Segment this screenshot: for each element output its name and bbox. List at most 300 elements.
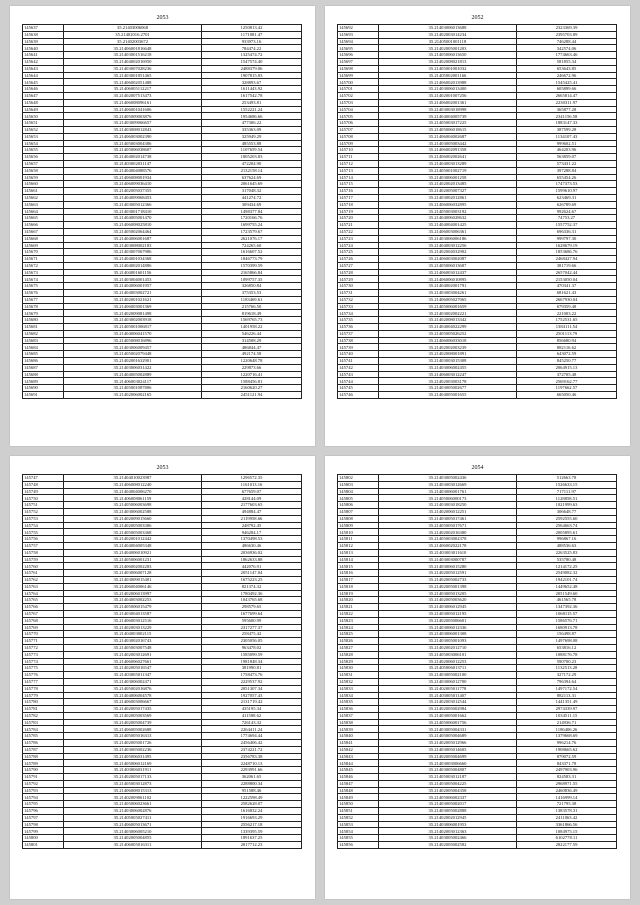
- value-cell: 535780.48: [517, 556, 617, 563]
- value-cell: 381719.66: [517, 262, 617, 269]
- code-cell: 35.21406003012437: [379, 269, 517, 276]
- table-row: [338, 351, 617, 358]
- code-cell: 35.21404004001425: [379, 222, 517, 229]
- id-cell: 145727: [338, 262, 379, 269]
- value-cell: 248792.45: [202, 522, 302, 529]
- value-cell: 1557752.37: [517, 222, 617, 229]
- table-row: [338, 672, 617, 679]
- code-cell: 35.21403009066657: [64, 120, 202, 127]
- id-cell: 145851: [338, 808, 379, 815]
- code-cell: 35.21403003004261: [379, 290, 517, 297]
- code-cell: 35.21402008021813: [379, 58, 517, 65]
- code-cell: 35.21404006004578: [64, 692, 202, 699]
- id-cell: 145680: [23, 317, 64, 324]
- value-cell: 1720166.76: [202, 215, 302, 222]
- code-cell: 35.21402001021621: [64, 296, 202, 303]
- table-row: [338, 392, 617, 399]
- table-row: [23, 310, 302, 317]
- table-row: [23, 120, 302, 127]
- table-row: [338, 371, 617, 378]
- code-cell: 35.21405002079448: [64, 351, 202, 358]
- table-row: [338, 181, 617, 188]
- value-cell: 1325474.72: [202, 52, 302, 59]
- value-cell: 442076.91: [202, 563, 302, 570]
- id-cell: 145679: [23, 310, 64, 317]
- id-cell: 145855: [338, 835, 379, 842]
- code-cell: 35.21405006023661: [64, 801, 202, 808]
- id-cell: 145713: [338, 167, 379, 174]
- code-cell: 35.21403009015401: [64, 576, 202, 583]
- code-cell: 35.21403005012195: [379, 610, 517, 617]
- value-cell: 2665814.47: [517, 92, 617, 99]
- id-cell: 145704: [338, 106, 379, 113]
- value-cell: 326850.84: [202, 283, 302, 290]
- table-row: [23, 576, 302, 583]
- id-cell: 145691: [23, 392, 64, 399]
- id-cell: 145739: [338, 344, 379, 351]
- table-row: [23, 31, 302, 38]
- table-row: [23, 624, 302, 631]
- code-cell: 35.21404010023987: [64, 475, 202, 482]
- id-cell: 145822: [338, 610, 379, 617]
- value-cell: 1552221.24: [202, 106, 302, 113]
- table-row: [23, 685, 302, 692]
- code-cell: 35.21402007513473: [64, 92, 202, 99]
- code-cell: 35.21405003006101: [379, 651, 517, 658]
- code-cell: 35.21403006001953: [379, 821, 517, 828]
- id-cell: 145823: [338, 617, 379, 624]
- table-row: [338, 801, 617, 808]
- value-cell: 2488379.06: [202, 65, 302, 72]
- table-row: [338, 658, 617, 665]
- value-cell: 1128858.51: [517, 495, 617, 502]
- value-cell: 494884.47: [202, 508, 302, 515]
- value-cell: 221003.22: [517, 310, 617, 317]
- id-cell: 145716: [338, 188, 379, 195]
- id-cell: 145682: [23, 330, 64, 337]
- code-cell: 35.21404004022299: [379, 324, 517, 331]
- table-row: [23, 719, 302, 726]
- id-cell: 145734: [338, 310, 379, 317]
- table-row: [338, 746, 617, 753]
- value-cell: 477306.22: [202, 120, 302, 127]
- id-cell: 145770: [23, 631, 64, 638]
- code-cell: 35.21403006031911: [64, 767, 202, 774]
- code-cell: 35.21402005006601: [379, 617, 517, 624]
- table-row: [23, 842, 302, 849]
- table-row: [23, 58, 302, 65]
- table-row: [23, 631, 302, 638]
- value-cell: 1780492.36: [202, 590, 302, 597]
- table-row: [23, 147, 302, 154]
- id-cell: 145778: [23, 685, 64, 692]
- code-cell: 35.21402008001891: [379, 351, 517, 358]
- table-row: [338, 570, 617, 577]
- id-cell: 145703: [338, 99, 379, 106]
- code-cell: 35.21406002013988: [379, 79, 517, 86]
- value-cell: 214936.71: [517, 719, 617, 726]
- id-cell: 145784: [23, 726, 64, 733]
- id-cell: 145826: [338, 638, 379, 645]
- id-cell: 145808: [338, 515, 379, 522]
- value-cell: 2064915.13: [517, 364, 617, 371]
- code-cell: 35.21402005017435: [64, 706, 202, 713]
- table-row: [338, 283, 617, 290]
- code-cell: 35.21403005011347: [64, 672, 202, 679]
- value-cell: 2582628.07: [202, 801, 302, 808]
- table-row: [23, 378, 302, 385]
- table-row: [338, 522, 617, 529]
- code-cell: 35.21405003007548: [64, 644, 202, 651]
- value-cell: 721795.38: [517, 801, 617, 808]
- table-row: [338, 828, 617, 835]
- code-cell: 35.21404004006270: [64, 488, 202, 495]
- table-row: [23, 774, 302, 781]
- table-row: [338, 610, 617, 617]
- id-cell: 145845: [338, 767, 379, 774]
- code-cell: 35.21402005003569: [64, 712, 202, 719]
- id-cell: 145655: [23, 147, 64, 154]
- code-cell: 35.21406003006667: [64, 699, 202, 706]
- value-cell: 1545425.41: [517, 79, 617, 86]
- id-cell: 145837: [338, 712, 379, 719]
- table-row: [23, 296, 302, 303]
- code-cell: 35.21402003012691: [64, 651, 202, 658]
- value-cell: 1723579.67: [202, 228, 302, 235]
- table-row: [23, 563, 302, 570]
- table-row: [23, 99, 302, 106]
- code-cell: 35.21405006015479: [64, 604, 202, 611]
- code-cell: 35.21405006038607: [64, 147, 202, 154]
- table-row: [338, 842, 617, 849]
- id-cell: 145732: [338, 296, 379, 303]
- id-cell: 145802: [338, 475, 379, 482]
- id-cell: 145718: [338, 201, 379, 208]
- value-cell: 2230311.97: [517, 99, 617, 106]
- value-cell: 1675223.25: [202, 576, 302, 583]
- code-cell: 35.21406001816648: [64, 45, 202, 52]
- code-cell: 35.21405001001032: [379, 65, 517, 72]
- code-cell: 35.21402009015660: [64, 515, 202, 522]
- value-cell: 215766.50: [202, 303, 302, 310]
- id-cell: 145815: [338, 563, 379, 570]
- id-cell: 145671: [23, 256, 64, 263]
- value-cell: 2165866.84: [202, 269, 302, 276]
- table-row: [338, 774, 617, 781]
- value-cell: 2451121.94: [202, 392, 302, 399]
- id-cell: 145744: [338, 378, 379, 385]
- table-row: [23, 801, 302, 808]
- table-row: [23, 113, 302, 120]
- code-cell: 35.21403003006660: [379, 760, 517, 767]
- table-row: [23, 808, 302, 815]
- id-cell: 145762: [23, 576, 64, 583]
- code-cell: 35.21403005004331: [379, 726, 517, 733]
- value-cell: 258475.42: [202, 631, 302, 638]
- code-cell: 35.21404006001957: [64, 283, 202, 290]
- table-row: [23, 617, 302, 624]
- value-cell: 2501113.79: [517, 330, 617, 337]
- code-cell: 35.21404001034368: [64, 256, 202, 263]
- id-cell: 145721: [338, 222, 379, 229]
- table-row: [338, 481, 617, 488]
- code-cell: 35.21406006010895: [379, 276, 517, 283]
- code-cell: 35.21406009036410: [64, 181, 202, 188]
- code-cell: 35.21403003018250: [379, 502, 517, 509]
- value-cell: 2817712.23: [202, 842, 302, 849]
- table-row: [338, 583, 617, 590]
- table-row: [338, 576, 617, 583]
- code-cell: 35.21403003015308: [379, 358, 517, 365]
- code-cell: 35.21402003012544: [379, 699, 517, 706]
- code-cell: 35.21402005004699: [379, 753, 517, 760]
- code-cell: 35.21402005017133: [64, 774, 202, 781]
- id-cell: 145772: [23, 644, 64, 651]
- value-cell: 464203.96: [517, 147, 617, 154]
- code-cell: 35.21402003014234: [379, 31, 517, 38]
- value-cell: 637624.69: [202, 174, 302, 181]
- value-cell: 2160620.27: [202, 385, 302, 392]
- id-cell: 145729: [338, 276, 379, 283]
- table-row: [338, 495, 617, 502]
- id-cell: 145774: [23, 658, 64, 665]
- code-cell: 35.21403005013205: [379, 590, 517, 597]
- value-cell: 2621076.17: [202, 235, 302, 242]
- value-cell: 1132513.28: [517, 665, 617, 672]
- id-cell: 145767: [23, 610, 64, 617]
- value-cell: 1339395.59: [202, 828, 302, 835]
- table-row: [338, 475, 617, 482]
- id-cell: 145843: [338, 753, 379, 760]
- data-table: [337, 24, 617, 399]
- id-cell: 145828: [338, 651, 379, 658]
- value-cell: 655454.26: [517, 174, 617, 181]
- code-cell: 35.21404003002721: [64, 290, 202, 297]
- value-cell: 2822177.59: [517, 842, 617, 849]
- table-row: [23, 337, 302, 344]
- value-cell: 1497698.08: [517, 638, 617, 645]
- value-cell: 573431.22: [517, 160, 617, 167]
- table-row: [338, 624, 617, 631]
- table-row: [23, 181, 302, 188]
- value-cell: 1570399.59: [202, 262, 302, 269]
- id-cell: 145711: [338, 154, 379, 161]
- value-cell: 1186406.26: [517, 726, 617, 733]
- code-cell: 35.21402006012251: [379, 508, 517, 515]
- id-cell: 145768: [23, 617, 64, 624]
- id-cell: 145643: [23, 65, 64, 72]
- id-cell: 145695: [338, 45, 379, 52]
- table-row: [23, 45, 302, 52]
- page-title: 2053: [156, 465, 169, 471]
- code-cell: 35.21403005017461: [379, 515, 517, 522]
- code-cell: 35.21404006041570: [64, 330, 202, 337]
- id-cell: 145781: [23, 706, 64, 713]
- value-cell: 435195.34: [202, 706, 302, 713]
- page-title: 2053: [156, 15, 169, 21]
- code-cell: 35.21405006018615: [379, 126, 517, 133]
- table-row: [338, 310, 617, 317]
- table-row: [338, 228, 617, 235]
- value-cell: 653816.12: [517, 644, 617, 651]
- value-cell: 992624.67: [517, 208, 617, 215]
- code-cell: 35.21403005002466: [379, 835, 517, 842]
- table-row: [338, 99, 617, 106]
- id-cell: 145790: [23, 767, 64, 774]
- code-cell: 35.21406003002087: [379, 256, 517, 263]
- table-row: [23, 344, 302, 351]
- value-cell: 2395703.89: [517, 31, 617, 38]
- id-cell: 145849: [338, 794, 379, 801]
- value-cell: 1401958.22: [202, 324, 302, 331]
- code-cell: 35.21406001041606: [64, 106, 202, 113]
- value-cell: 488536.63: [517, 542, 617, 549]
- value-cell: 492174.58: [202, 351, 302, 358]
- id-cell: 145667: [23, 228, 64, 235]
- value-cell: 626789.69: [517, 201, 617, 208]
- id-cell: 145697: [338, 58, 379, 65]
- code-cell: 35.21405006003698: [64, 502, 202, 509]
- value-cell: 1498377.84: [202, 208, 302, 215]
- id-cell: 145816: [338, 570, 379, 577]
- id-cell: 145794: [23, 794, 64, 801]
- code-cell: 35.21404004088576: [64, 167, 202, 174]
- code-cell: 35.21402005002582: [379, 842, 517, 849]
- id-cell: 145747: [23, 475, 64, 482]
- code-cell: 35.21404001601156: [64, 269, 202, 276]
- table-row: [338, 194, 617, 201]
- table-row: [338, 290, 617, 297]
- id-cell: 145685: [23, 351, 64, 358]
- code-cell: 35.21406008096161: [64, 99, 202, 106]
- code-cell: 35.21402005002733: [379, 576, 517, 583]
- value-cell: 605899.66: [517, 86, 617, 93]
- value-cell: 933973.16: [202, 38, 302, 45]
- code-cell: 35.21405006000173: [379, 495, 517, 502]
- id-cell: 145663: [23, 201, 64, 208]
- id-cell: 145821: [338, 604, 379, 611]
- table-row: [23, 92, 302, 99]
- id-cell: 145795: [23, 801, 64, 808]
- value-cell: 2323369.39: [517, 25, 617, 32]
- table-row: [338, 58, 617, 65]
- id-cell: 145810: [338, 529, 379, 536]
- table-row: [23, 276, 302, 283]
- code-cell: 35.21405002016876: [64, 685, 202, 692]
- table-row: [23, 583, 302, 590]
- value-cell: 546226.44: [202, 330, 302, 337]
- table-row: [338, 167, 617, 174]
- value-cell: 1222598.49: [202, 794, 302, 801]
- table-row: [338, 358, 617, 365]
- value-cell: 2356783.38: [202, 753, 302, 760]
- value-cell: 1068115.57: [517, 610, 617, 617]
- code-cell: 35.21404005001470: [64, 215, 202, 222]
- code-cell: 35.21405005004689: [379, 733, 517, 740]
- code-cell: 35.21406005016311: [64, 842, 202, 849]
- id-cell: 145638: [23, 31, 64, 38]
- value-cell: 999602.51: [517, 140, 617, 147]
- table-row: [338, 712, 617, 719]
- id-cell: 145642: [23, 58, 64, 65]
- table-row: [338, 174, 617, 181]
- id-cell: 145728: [338, 269, 379, 276]
- table-row: [23, 733, 302, 740]
- code-cell: 35.21402005001203: [379, 45, 517, 52]
- id-cell: 145740: [338, 351, 379, 358]
- id-cell: 145705: [338, 113, 379, 120]
- id-cell: 145803: [338, 481, 379, 488]
- id-cell: 145637: [23, 25, 64, 32]
- code-cell: 35.21404006028632: [379, 215, 517, 222]
- code-cell: 35.21405006013687: [379, 262, 517, 269]
- value-cell: 1547574.40: [202, 58, 302, 65]
- table-row: [338, 385, 617, 392]
- code-cell: 35.21403002016743: [64, 638, 202, 645]
- code-cell: 35.21403006009457: [64, 344, 202, 351]
- id-cell: 145854: [338, 828, 379, 835]
- id-cell: 145683: [23, 337, 64, 344]
- table-row: [338, 262, 617, 269]
- value-cell: 1347392.36: [517, 604, 617, 611]
- code-cell: 35.21402003672: [64, 38, 202, 45]
- value-cell: 1084975.15: [517, 828, 617, 835]
- table-row: [23, 542, 302, 549]
- data-table: [22, 24, 302, 399]
- value-cell: 2005895.61: [517, 529, 617, 536]
- table-row: [23, 475, 302, 482]
- id-cell: 145710: [338, 147, 379, 154]
- id-cell: 145811: [338, 536, 379, 543]
- id-cell: 145777: [23, 678, 64, 685]
- id-cell: 145717: [338, 194, 379, 201]
- value-cell: 2374221.72: [202, 746, 302, 753]
- id-cell: 145793: [23, 787, 64, 794]
- value-cell: 1677699.64: [202, 610, 302, 617]
- id-cell: 145749: [23, 488, 64, 495]
- table-row: [23, 256, 302, 263]
- table-row: [23, 651, 302, 658]
- value-cell: 1220648.78: [202, 358, 302, 365]
- value-cell: 2264411.24: [202, 726, 302, 733]
- id-cell: 145757: [23, 542, 64, 549]
- value-cell: 821374.32: [202, 583, 302, 590]
- code-cell: 35.21403006001308: [379, 631, 517, 638]
- value-cell: 306648.77: [517, 508, 617, 515]
- table-row: [338, 160, 617, 167]
- value-cell: 1954686.66: [202, 113, 302, 120]
- table-row: [23, 324, 302, 331]
- value-cell: 1441351.49: [517, 699, 617, 706]
- code-cell: 35.21403006013400: [379, 86, 517, 93]
- table-row: [23, 188, 302, 195]
- table-row: [23, 201, 302, 208]
- code-cell: 35.21402002012945: [379, 814, 517, 821]
- code-cell: 35.21403002003918: [64, 317, 202, 324]
- id-cell: 145731: [338, 290, 379, 297]
- id-cell: 145776: [23, 672, 64, 679]
- id-cell: 145820: [338, 597, 379, 604]
- code-cell: 35.21405005003368: [64, 529, 202, 536]
- value-cell: 411588.62: [202, 712, 302, 719]
- code-cell: 35.21406002001361: [379, 99, 517, 106]
- value-cell: 156498.87: [517, 631, 617, 638]
- code-cell: 35.21405002001166: [379, 72, 517, 79]
- id-cell: 145723: [338, 235, 379, 242]
- id-cell: 145656: [23, 154, 64, 161]
- value-cell: 2974339.97: [517, 706, 617, 713]
- id-cell: 145725: [338, 249, 379, 256]
